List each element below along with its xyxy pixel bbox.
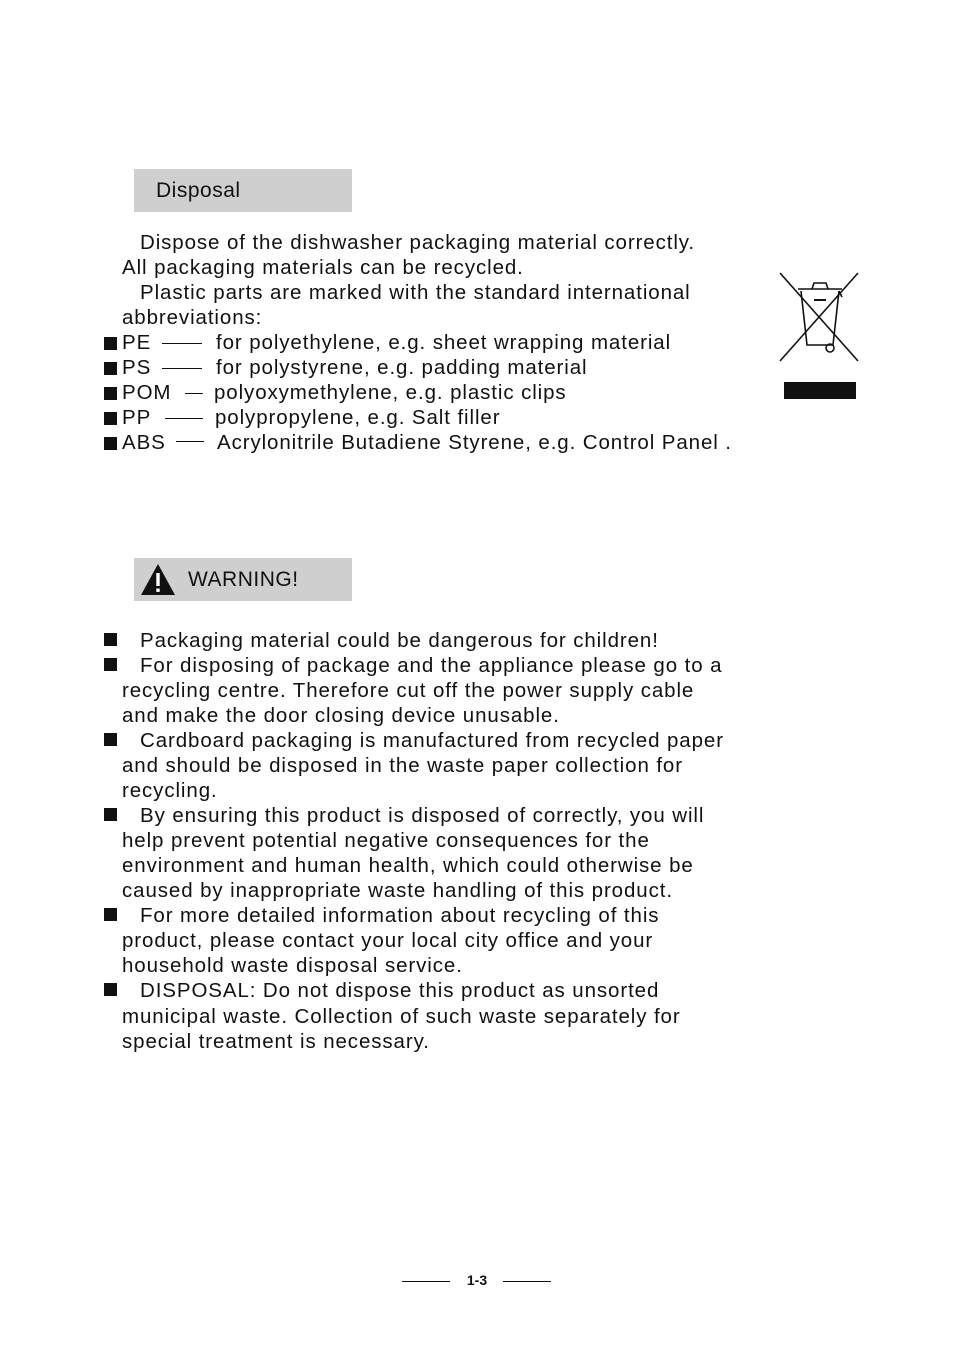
warning-line: By ensuring this product is disposed of correctly, you will xyxy=(140,804,705,827)
crossed-out-wheelie-bin-icon xyxy=(778,271,862,365)
warning-line: help prevent potential negative consequences for the xyxy=(122,829,650,852)
material-abbr: PP xyxy=(122,406,152,429)
material-desc: Acrylonitrile Butadiene Styrene, e.g. Control Panel . xyxy=(217,431,732,454)
material-desc: polyoxymethylene, e.g. plastic clips xyxy=(214,381,567,404)
intro-line-3: Plastic parts are marked with the standard international xyxy=(140,281,691,304)
intro-line-1: Dispose of the dishwasher packaging material correctly. xyxy=(140,231,696,254)
dash xyxy=(165,418,203,419)
warning-line: and should be disposed in the waste paper collection for xyxy=(122,754,683,777)
disposal-heading-text: Disposal xyxy=(156,178,241,202)
material-desc: for polyethylene, e.g. sheet wrapping material xyxy=(216,331,672,354)
warning-triangle-icon xyxy=(140,563,176,596)
bullet-square xyxy=(104,362,117,375)
warning-line: recycling. xyxy=(122,779,218,802)
black-bar xyxy=(784,382,856,399)
warning-line: environment and human health, which could otherwise be xyxy=(122,854,694,877)
disposal-heading xyxy=(134,169,352,212)
warning-line: Cardboard packaging is manufactured from recycled paper xyxy=(140,729,724,752)
dash xyxy=(176,441,204,442)
warning-line: municipal waste. Collection of such waste separately for xyxy=(122,1005,681,1028)
page-number: 1-3 xyxy=(466,1272,488,1288)
warning-line: product, please contact your local city office and your xyxy=(122,929,654,952)
bullet-square xyxy=(104,658,117,671)
bullet-square xyxy=(104,633,117,646)
bullet-square xyxy=(104,387,117,400)
material-desc: for polystyrene, e.g. padding material xyxy=(216,356,588,379)
bullet-square xyxy=(104,337,117,350)
material-abbr: PS xyxy=(122,356,152,379)
warning-line: household waste disposal service. xyxy=(122,954,463,977)
intro-line-4: abbreviations: xyxy=(122,306,263,329)
warning-line: caused by inappropriate waste handling of this product. xyxy=(122,879,673,902)
material-abbr: PE xyxy=(122,331,152,354)
bullet-square xyxy=(104,908,117,921)
bullet-square xyxy=(104,412,117,425)
bullet-square xyxy=(104,733,117,746)
intro-line-2: All packaging materials can be recycled. xyxy=(122,256,524,279)
dash xyxy=(185,393,203,394)
warning-line: For more detailed information about recycling of this xyxy=(140,904,660,927)
warning-line: DISPOSAL: Do not dispose this product as unsorted xyxy=(140,979,660,1002)
dash xyxy=(162,343,202,344)
warning-heading-text: WARNING! xyxy=(188,567,299,591)
material-abbr: POM xyxy=(122,381,172,404)
bullet-square xyxy=(104,437,117,450)
warning-line: special treatment is necessary. xyxy=(122,1030,430,1053)
bullet-square xyxy=(104,808,117,821)
dash xyxy=(162,368,202,369)
footer-rule-right xyxy=(503,1281,551,1282)
warning-line: Packaging material could be dangerous for children! xyxy=(140,629,659,652)
bullet-square xyxy=(104,983,117,996)
warning-line: recycling centre. Therefore cut off the power supply cable xyxy=(122,679,695,702)
warning-line: For disposing of package and the appliance please go to a xyxy=(140,654,723,677)
material-desc: polypropylene, e.g. Salt filler xyxy=(215,406,501,429)
warning-heading xyxy=(134,558,352,601)
warning-line: and make the door closing device unusable. xyxy=(122,704,560,727)
material-abbr: ABS xyxy=(122,431,166,454)
